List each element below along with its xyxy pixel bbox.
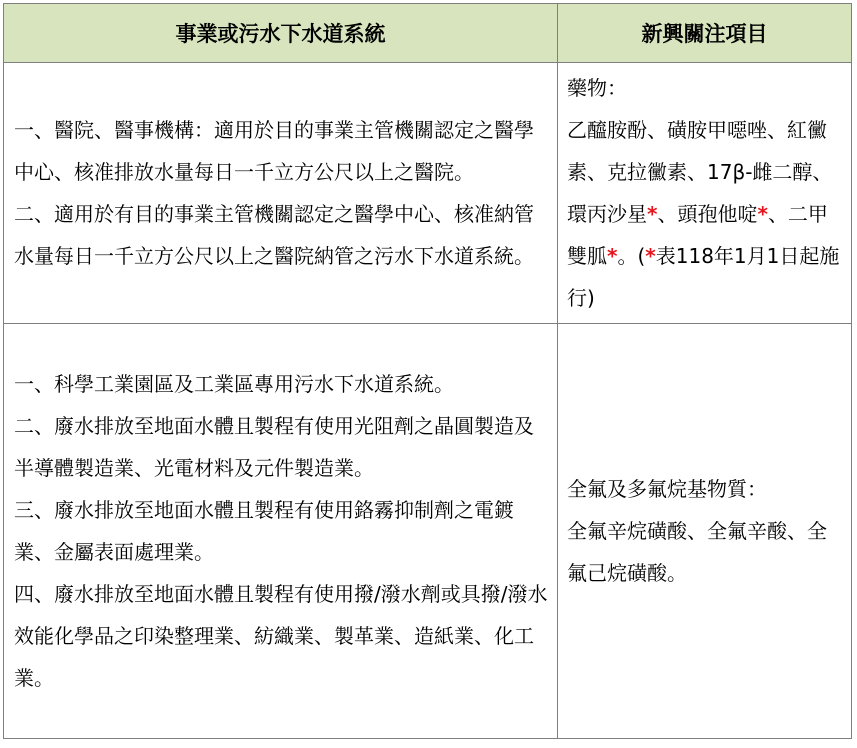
header-row (4, 4, 852, 63)
asterisk-mark: * (645, 244, 656, 268)
pfas-list: 全氟辛烷磺酸、全氟辛酸、全氟己烷磺酸。 (567, 519, 827, 585)
scope-item-4: 四、廢水排放至地面水體且製程有使用撥/潑水劑或具撥/潑水效能化學品之印染整理業、紡織業、製革業、造紙業、化工業。 (14, 582, 548, 690)
drug-text-2: 、頭孢他啶 (657, 202, 758, 226)
industrial-scope-cell (4, 324, 558, 739)
pharmaceuticals-list (567, 109, 845, 319)
header-cell-system: 事業或污水下水道系統 (4, 4, 558, 63)
drug-text-1: 乙醯胺酚、磺胺甲噁唑、紅黴素、克拉黴素、17β-雌二醇、環丙沙星 (567, 118, 833, 226)
pfas-title: 全氟及多氟烷基物質： (567, 477, 767, 501)
scope-item-1: 一、醫院、醫事機構：適用於目的事業主管機關認定之醫學中心、核准排放水量每日一千立方公尺以上之醫院。 (14, 118, 534, 184)
asterisk-mark: * (757, 202, 768, 226)
header-cell-emerging-items: 新興關注項目 (558, 4, 852, 63)
pharmaceuticals-title: 藥物： (567, 76, 627, 100)
effective-date-note: 表118年1月1日起施行) (567, 244, 840, 310)
drug-text-4: 。( (617, 244, 646, 268)
table-row (4, 63, 852, 324)
scope-item-3: 三、廢水排放至地面水體且製程有使用鉻霧抑制劑之電鍍業、金屬表面處理業。 (14, 498, 514, 564)
scope-item-1: 一、科學工業園區及工業區專用污水下水道系統。 (14, 372, 454, 396)
pharmaceuticals-cell (558, 63, 852, 324)
asterisk-mark: * (607, 244, 618, 268)
pfas-cell (558, 324, 852, 739)
table-row (4, 324, 852, 739)
asterisk-mark: * (647, 202, 658, 226)
scope-item-2: 二、適用於有目的事業主管機關認定之醫學中心、核准納管水量每日一千立方公尺以上之醫院納管之污水下水道系統。 (14, 202, 534, 268)
hospital-scope-cell (4, 63, 558, 324)
emerging-contaminants-table (3, 3, 852, 739)
scope-item-2: 二、廢水排放至地面水體且製程有使用光阻劑之晶圓製造及半導體製造業、光電材料及元件製造業。 (14, 414, 534, 480)
drug-text-3: 、二甲雙胍 (567, 202, 828, 268)
